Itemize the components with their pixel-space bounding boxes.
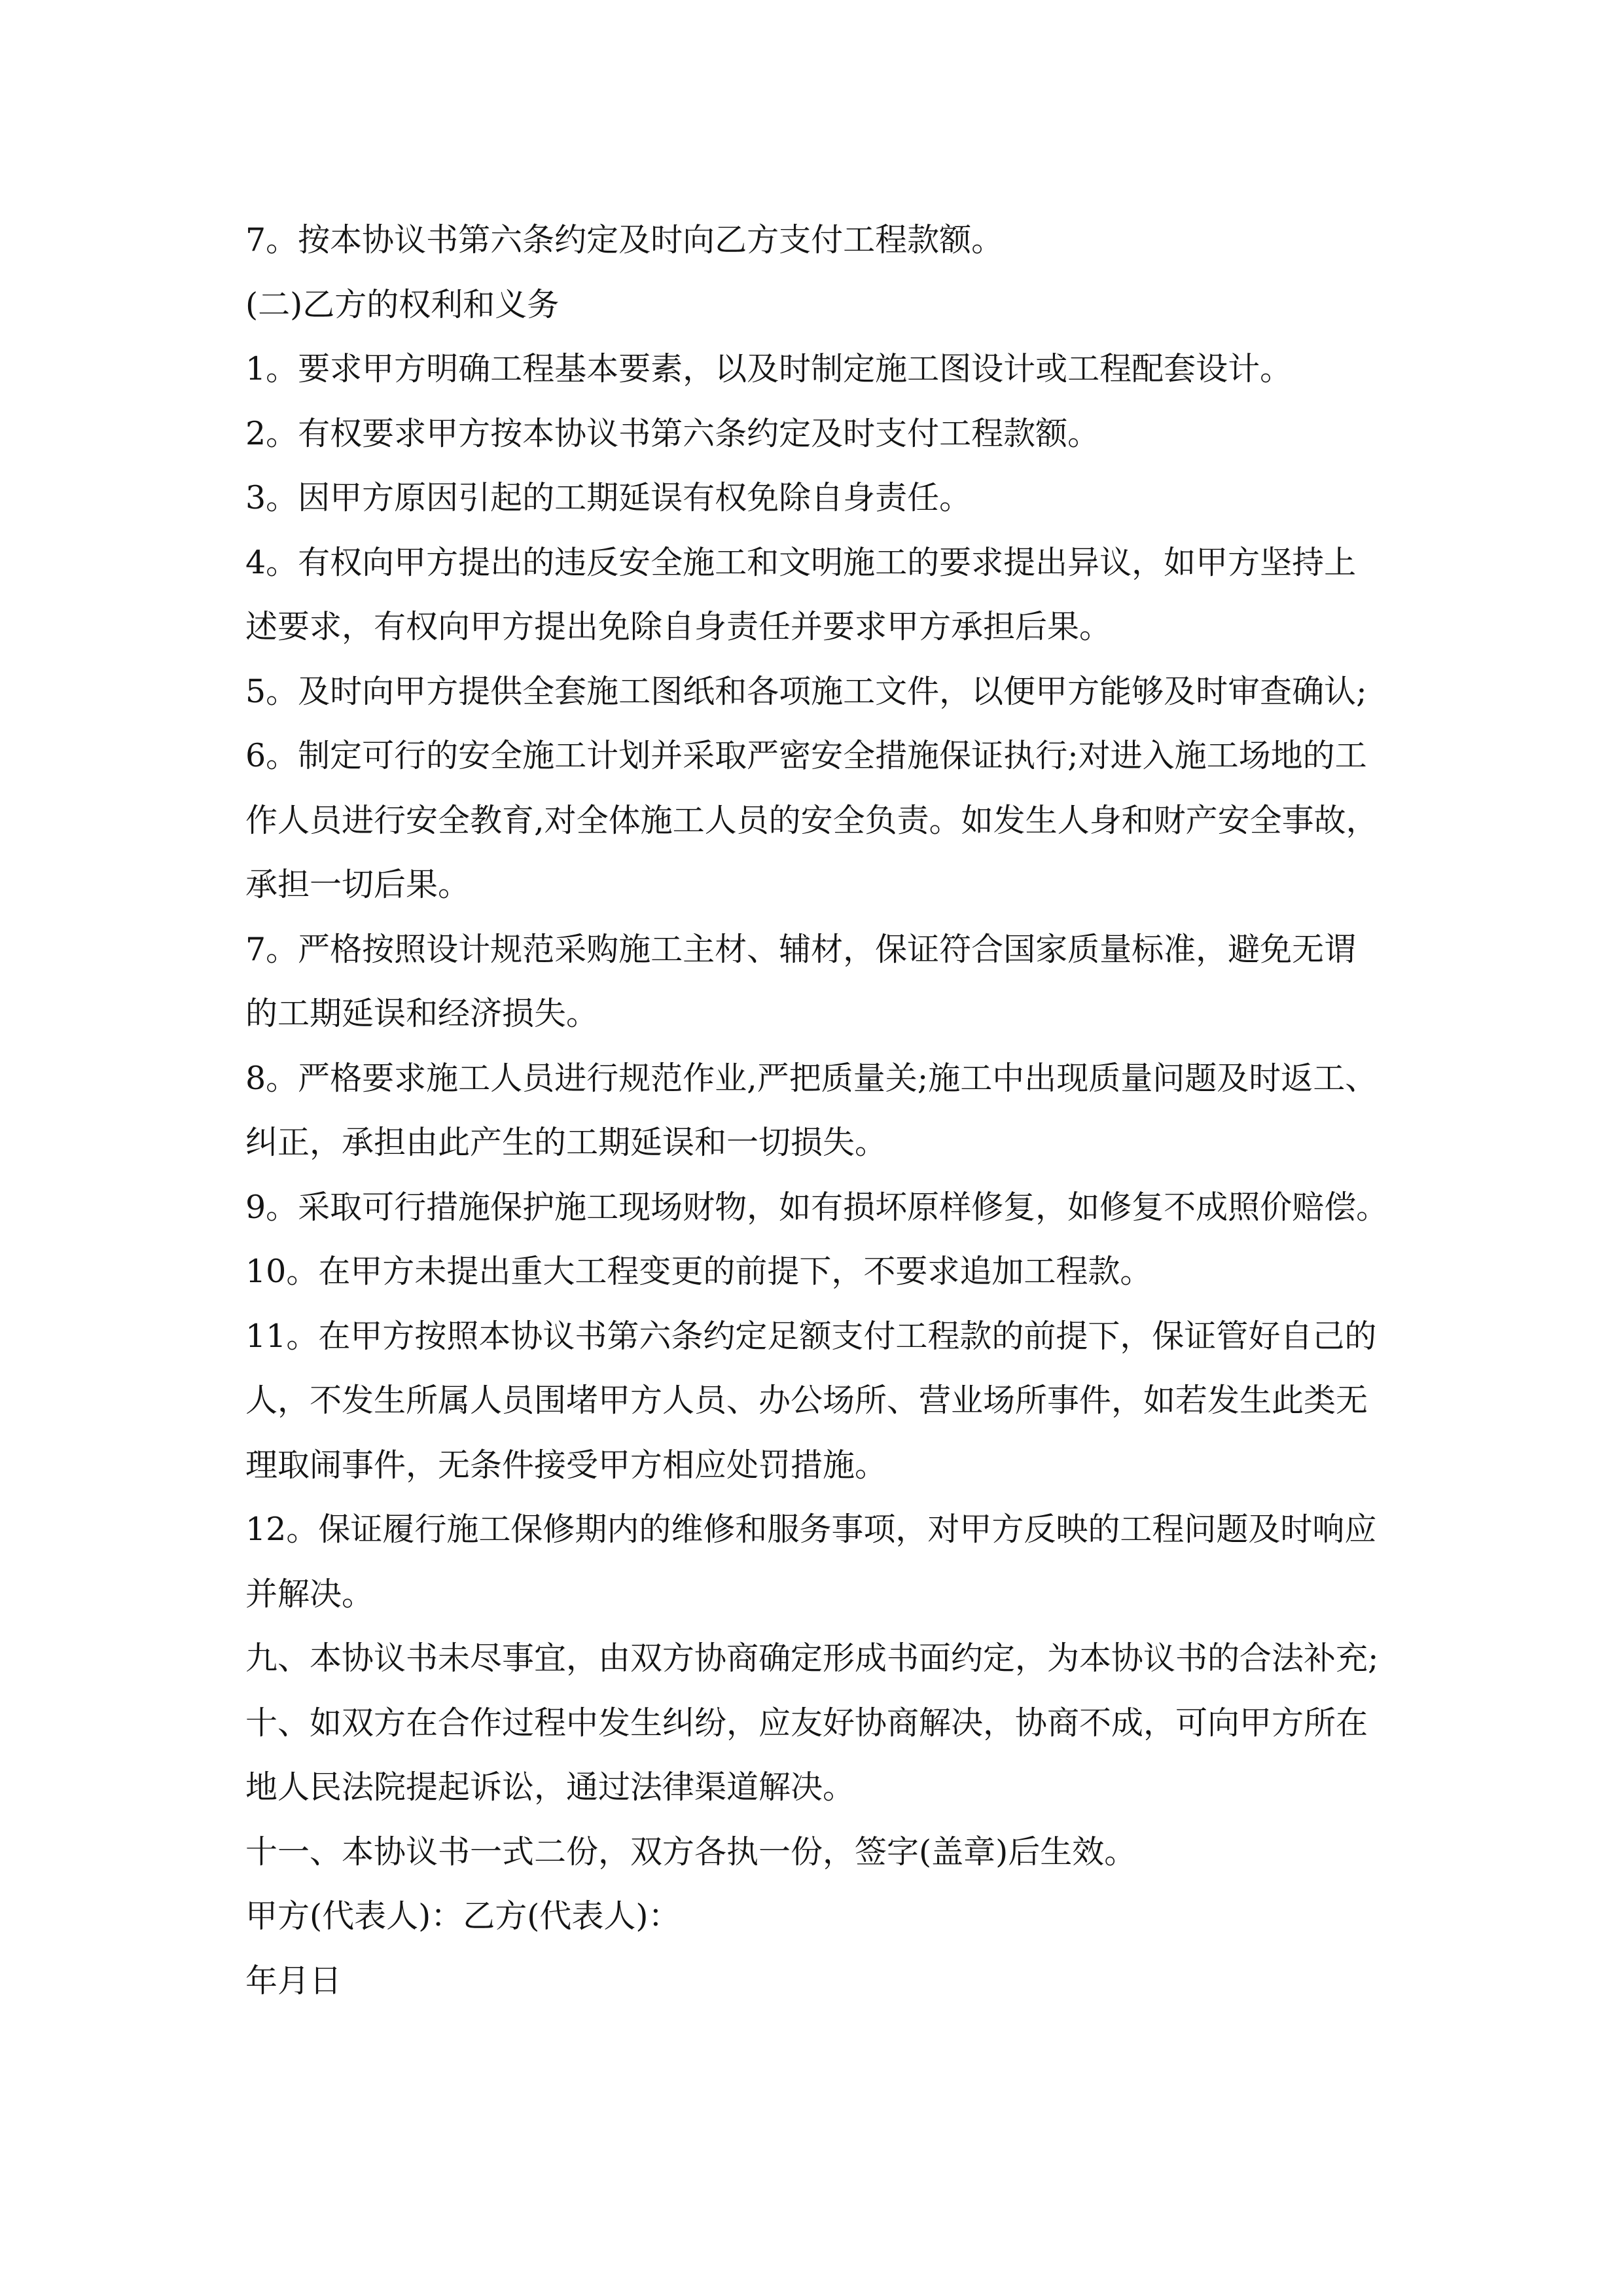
signature-line: 甲方(代表人)：乙方(代表人)：	[245, 1897, 681, 1935]
text-line: 述要求，有权向甲方提出免除自身责任并要求甲方承担后果。	[245, 608, 1112, 645]
text-line: 10。在甲方未提出重大工程变更的前提下，不要求追加工程款。	[245, 1253, 1152, 1290]
text-line: 5。及时向甲方提供全套施工图纸和各项施工文件，以便甲方能够及时审查确认;	[245, 672, 1367, 710]
text-line: 承担一切后果。	[245, 866, 471, 903]
text-line: 理取闹事件，无条件接受甲方相应处罚措施。	[245, 1446, 887, 1484]
document-body	[245, 208, 1397, 2013]
section-heading: (二)乙方的权利和义务	[245, 285, 560, 323]
text-line: 地人民法院提起诉讼，通过法律渠道解决。	[245, 1768, 855, 1806]
text-line: 并解决。	[245, 1575, 374, 1613]
text-line: 人，不发生所属人员围堵甲方人员、办公场所、营业场所事件，如若发生此类无	[245, 1382, 1368, 1419]
text-line: 12。保证履行施工保修期内的维修和服务事项，对甲方反映的工程问题及时响应	[245, 1511, 1377, 1548]
text-line: 作人员进行安全教育,对全体施工人员的安全负责。如发生人身和财产安全事故，	[245, 801, 1378, 839]
text-line: 九、本协议书未尽事宜，由双方协商确定形成书面约定，为本协议书的合法补充;	[245, 1640, 1379, 1677]
date-line: 年月日	[245, 1962, 342, 2000]
text-line: 7。严格按照设计规范采购施工主材、辅材，保证符合国家质量标准，避免无谓	[245, 930, 1357, 968]
text-line: 3。因甲方原因引起的工期延误有权免除自身责任。	[245, 479, 972, 516]
text-line: 的工期延误和经济损失。	[245, 995, 599, 1032]
text-line: 1。要求甲方明确工程基本要素，以及时制定施工图设计或工程配套设计。	[245, 350, 1293, 387]
text-line: 纠正，承担由此产生的工期延误和一切损失。	[245, 1124, 887, 1161]
text-line: 6。制定可行的安全施工计划并采取严密安全措施保证执行;对进入施工场地的工	[245, 737, 1367, 774]
text-line: 7。按本协议书第六条约定及时向乙方支付工程款额。	[245, 221, 1004, 259]
text-line: 4。有权向甲方提出的违反安全施工和文明施工的要求提出异议，如甲方坚持上	[245, 543, 1357, 581]
text-line: 十一、本协议书一式二份，双方各执一份，签字(盖章)后生效。	[245, 1833, 1137, 1871]
text-line: 8。严格要求施工人员进行规范作业,严把质量关;施工中出现质量问题及时返工、	[245, 1059, 1378, 1097]
text-line: 十、如双方在合作过程中发生纠纷，应友好协商解决，协商不成，可向甲方所在	[245, 1704, 1368, 1742]
text-line: 11。在甲方按照本协议书第六条约定足额支付工程款的前提下，保证管好自己的	[245, 1317, 1377, 1355]
text-line: 9。采取可行措施保护施工现场财物，如有损坏原样修复，如修复不成照价赔偿。	[245, 1188, 1389, 1226]
text-line: 2。有权要求甲方按本协议书第六条约定及时支付工程款额。	[245, 414, 1100, 452]
